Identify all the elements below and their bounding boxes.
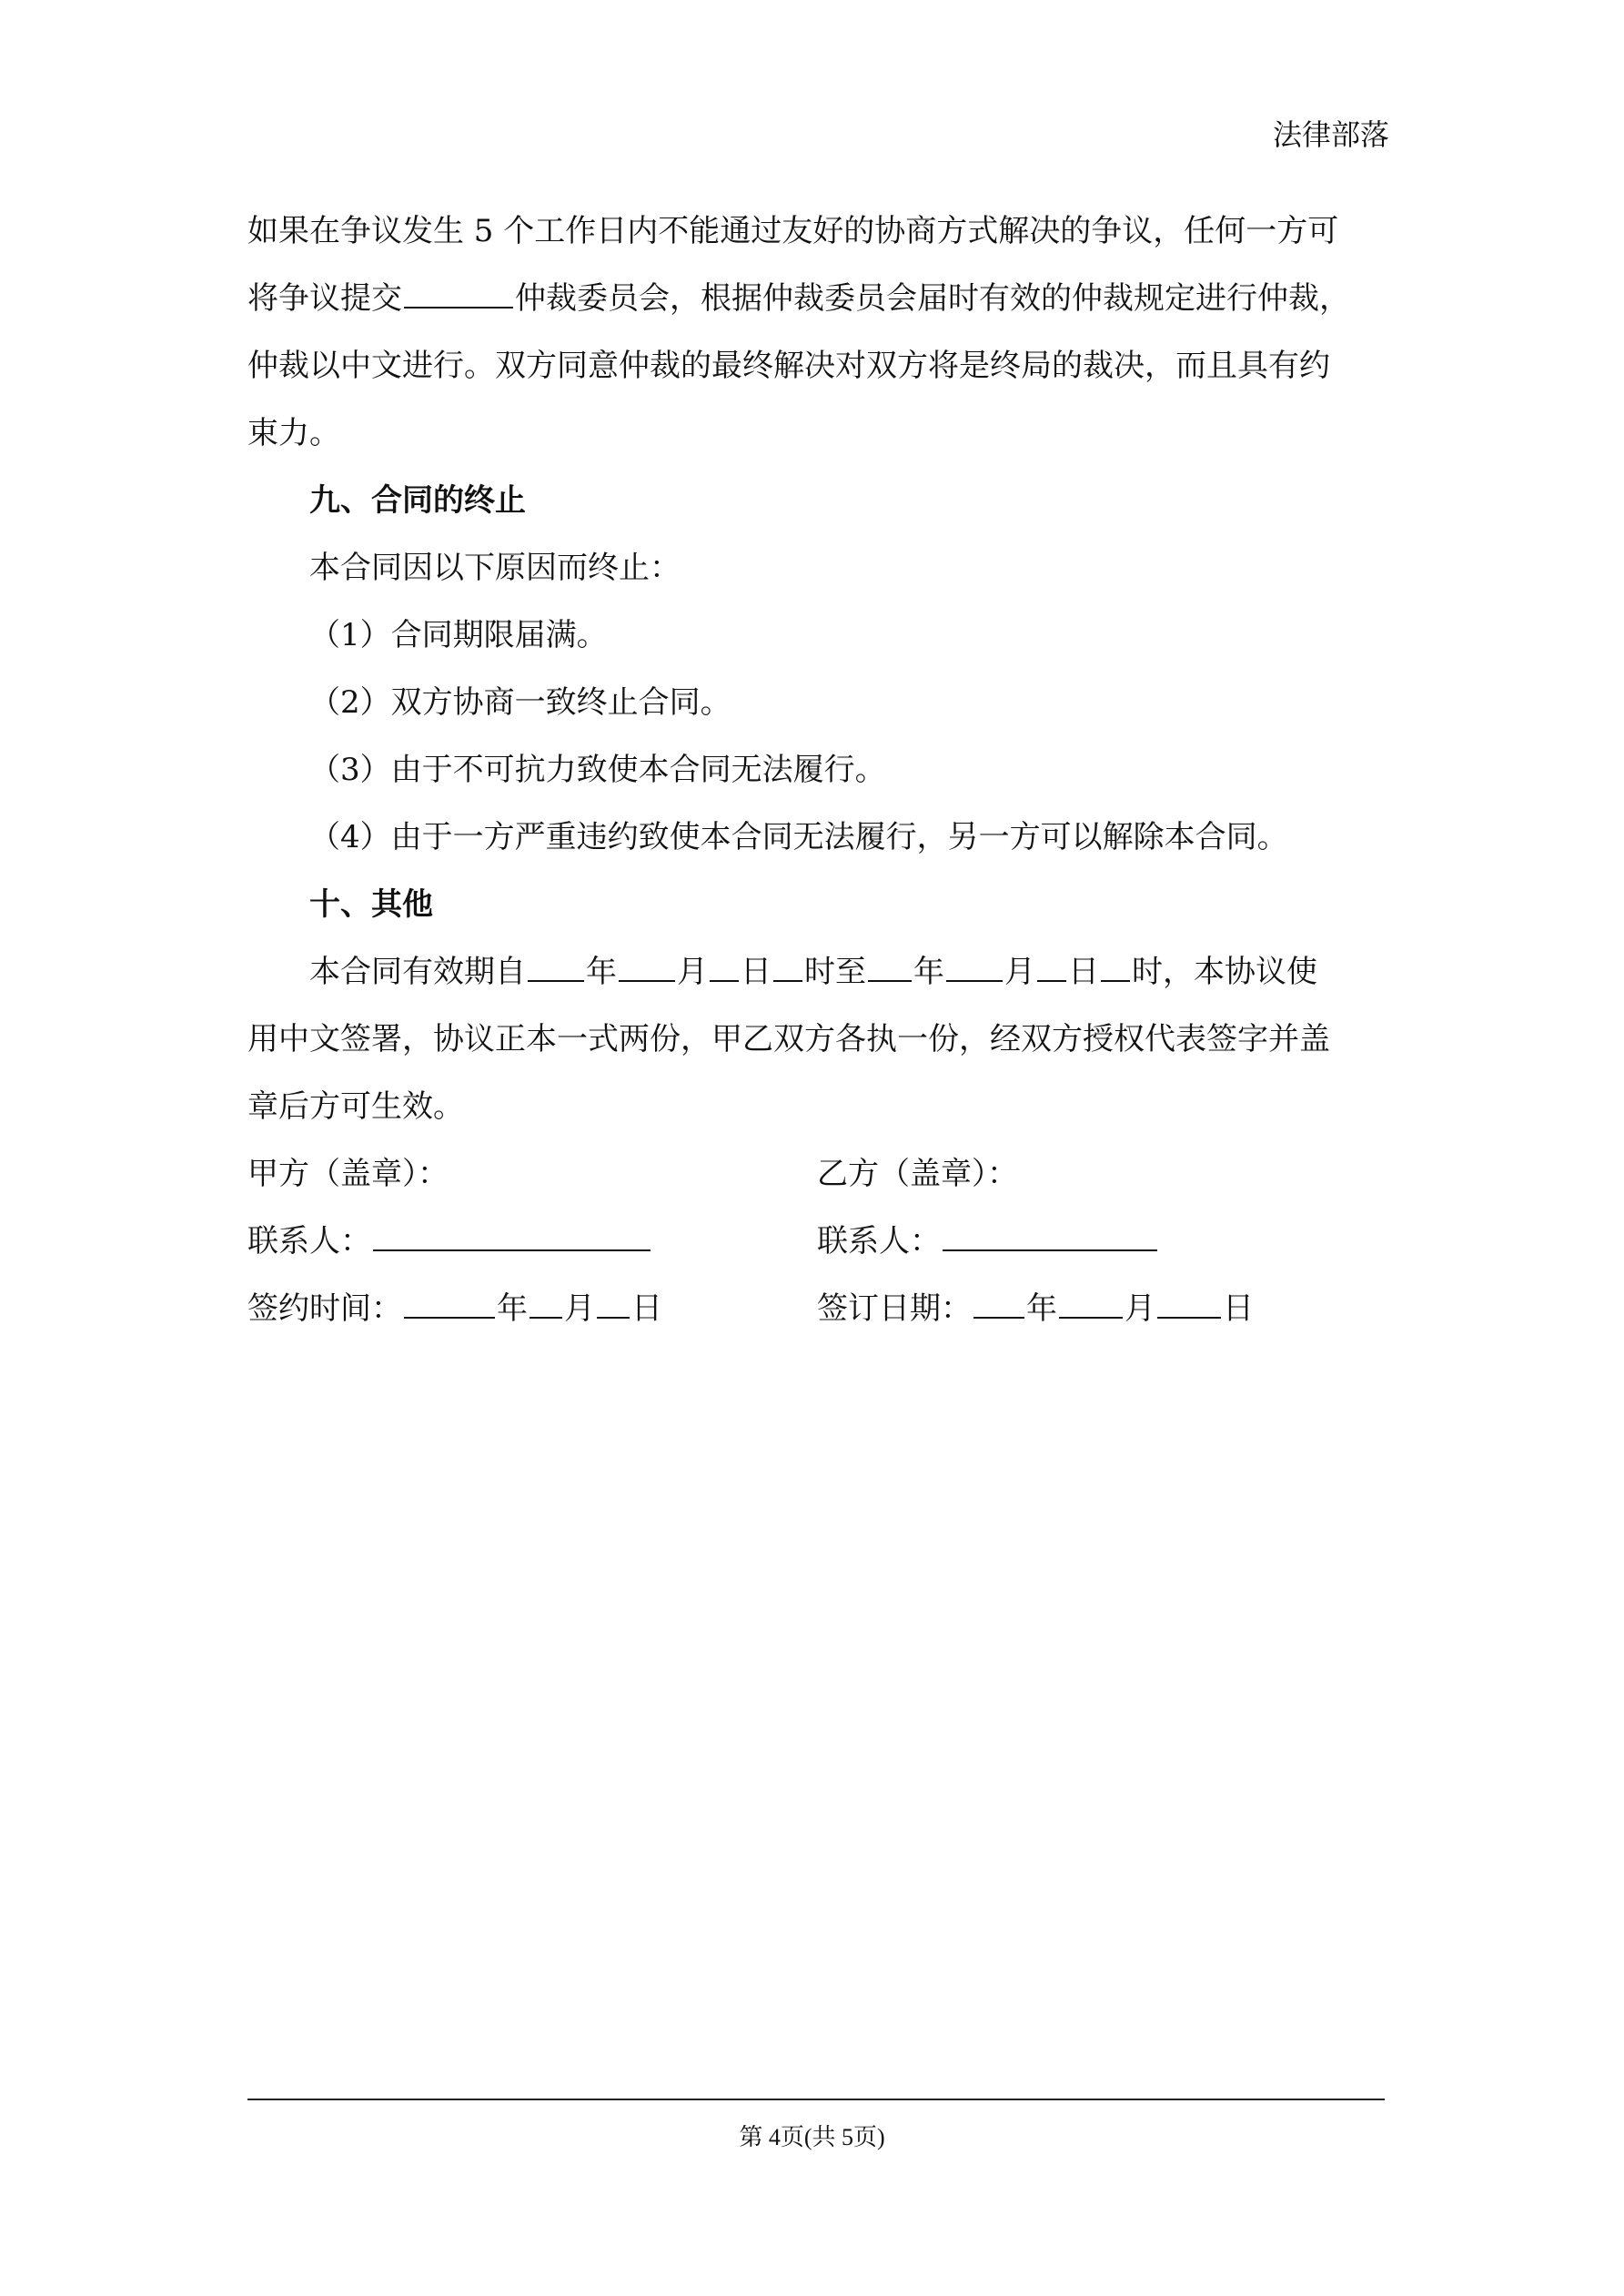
party-b-date-label: 签订日期： xyxy=(817,1290,972,1327)
party-a-contact-label: 联系人： xyxy=(247,1223,371,1259)
end-year-blank xyxy=(868,979,912,982)
party-b-contact xyxy=(817,1208,1254,1275)
start-year-label: 年 xyxy=(586,954,617,990)
start-day-blank xyxy=(710,979,739,982)
party-b-seal: 乙方（盖章）： xyxy=(817,1156,1018,1192)
party-a-block xyxy=(247,1140,662,1342)
party-b-month-label: 月 xyxy=(1125,1290,1155,1327)
validity-line-2: 用中文签署，协议正本一式两份，甲乙双方各执一份，经双方授权代表签字并盖 xyxy=(247,1021,1330,1057)
party-b-month-blank xyxy=(1059,1316,1123,1319)
party-b-contact-label: 联系人： xyxy=(817,1223,941,1259)
termination-item: （3）由于不可抗力致使本合同无法履行。 xyxy=(309,752,886,788)
party-b-day-label: 日 xyxy=(1223,1290,1254,1327)
validity-tail: 时，本协议使 xyxy=(1132,954,1317,990)
party-b-year-blank xyxy=(973,1316,1024,1319)
party-b-date xyxy=(817,1275,1254,1342)
dispute-line-2-start: 将争议提交 xyxy=(247,280,402,317)
party-b-day-blank xyxy=(1157,1316,1221,1319)
party-a-year-label: 年 xyxy=(497,1290,528,1327)
party-a-month-blank xyxy=(530,1316,562,1319)
validity-line-1 xyxy=(309,938,1317,1006)
party-b-contact-blank xyxy=(943,1249,1157,1251)
party-b-year-label: 年 xyxy=(1026,1290,1057,1327)
party-a-date xyxy=(247,1275,662,1342)
party-a-contact xyxy=(247,1208,662,1275)
end-hour-blank xyxy=(1101,979,1130,982)
section-termination-heading: 九、合同的终止 xyxy=(309,482,526,519)
termination-item: （1）合同期限届满。 xyxy=(309,617,608,653)
start-month-label: 月 xyxy=(677,954,708,990)
dispute-line-3: 仲裁以中文进行。双方同意仲裁的最终解决对双方将是终局的裁决，而且具有约 xyxy=(247,348,1330,384)
section-other-heading: 十、其他 xyxy=(309,886,433,923)
end-day-blank xyxy=(1037,979,1066,982)
dispute-line-1: 如果在争议发生 5 个工作日内不能通过友好的协商方式解决的争议，任何一方可 xyxy=(247,213,1339,249)
page-number: 第 4页(共 5页) xyxy=(739,2124,885,2150)
start-hour-blank xyxy=(773,979,802,982)
start-day-label: 日 xyxy=(741,954,772,990)
termination-item: （2）双方协商一致终止合同。 xyxy=(309,684,731,721)
party-a-date-label: 签约时间： xyxy=(247,1290,402,1327)
end-month-blank xyxy=(946,979,1003,982)
header-tag: 法律部落 xyxy=(1272,117,1389,152)
party-a-seal: 甲方（盖章）： xyxy=(247,1156,449,1192)
end-day-label: 日 xyxy=(1068,954,1099,990)
party-a-year-blank xyxy=(404,1316,495,1319)
validity-label: 本合同有效期自 xyxy=(309,954,526,990)
dispute-line-4: 束力。 xyxy=(247,415,340,451)
start-hour-label: 时至 xyxy=(804,954,866,990)
termination-item: （4）由于一方严重违约致使本合同无法履行，另一方可以解除本合同。 xyxy=(309,819,1288,855)
termination-intro: 本合同因以下原因而终止： xyxy=(309,550,681,586)
start-year-blank xyxy=(528,979,584,982)
start-month-blank xyxy=(619,979,675,982)
end-month-label: 月 xyxy=(1004,954,1035,990)
party-a-day-label: 日 xyxy=(631,1290,662,1327)
arbitration-commission-blank xyxy=(404,306,513,308)
dispute-line-2 xyxy=(247,265,1350,332)
end-year-label: 年 xyxy=(913,954,944,990)
party-b-block xyxy=(817,1140,1254,1342)
dispute-line-2-end: 仲裁委员会，根据仲裁委员会届时有效的仲裁规定进行仲裁， xyxy=(515,280,1350,317)
party-a-day-blank xyxy=(597,1316,630,1319)
validity-line-3: 章后方可生效。 xyxy=(247,1088,464,1125)
footer-divider xyxy=(247,2099,1385,2100)
party-a-contact-blank xyxy=(373,1249,651,1251)
party-a-month-label: 月 xyxy=(564,1290,595,1327)
